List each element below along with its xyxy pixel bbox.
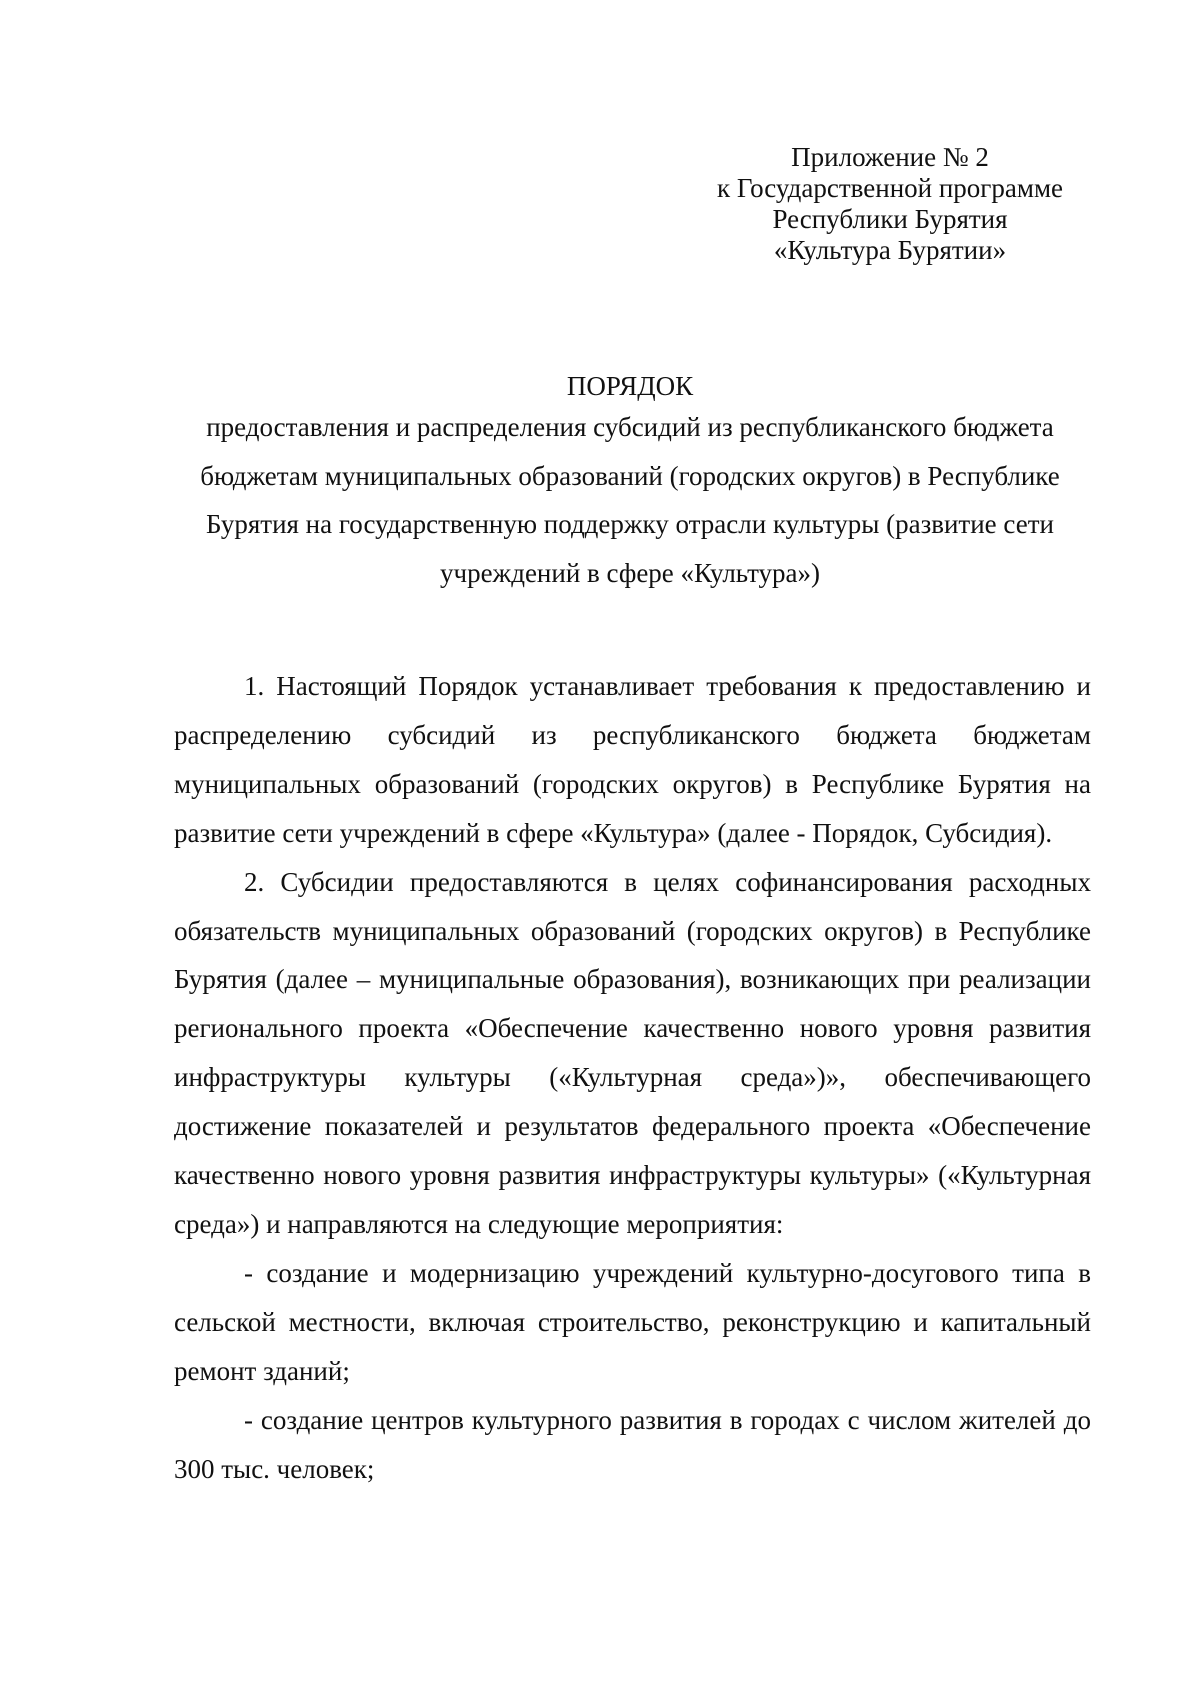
document-title: ПОРЯДОК xyxy=(566,371,694,401)
document-heading xyxy=(170,369,1090,597)
appendix-reference xyxy=(690,142,1090,266)
paragraph-1: 1. Настоящий Порядок устанавливает требования к предоставлению и распределению субсидий из республиканского бюджета бюджетам муниципальных образований (городских округов) в Республике Бурятия на развитие сети учреждений в сфере «Культура» (далее - Порядок, Субсидия). xyxy=(174,671,1091,848)
document-subtitle-line: учреждений в сфере «Культура») xyxy=(439,557,821,588)
appendix-program-name: «Культура Бурятии» xyxy=(773,235,1007,265)
appendix-region: Республики Бурятия xyxy=(772,204,1008,234)
list-item-rural-institutions: - создание и модернизацию учреждений культурно-досугового типа в сельской местности, включая строительство, реконструкцию и капитальный ремонт зданий; xyxy=(174,1257,1091,1386)
appendix-number: Приложение № 2 xyxy=(791,142,989,172)
document-body xyxy=(174,662,1091,1493)
paragraph-2: 2. Субсидии предоставляются в целях софинансирования расходных обязательств муниципальных образований (городских округов) в Республике Бурятия (далее – муниципальные образования), возникающих при реализации регионального проекта «Обеспечение качественно нового уровня развития инфраструктуры культуры («Культурная среда»)», обеспечивающего достижение показателей и результатов федерального проекта «Обеспечение качественно нового уровня развития инфраструктуры культуры» («Культурная среда») и направляются на следующие мероприятия: xyxy=(174,866,1091,1239)
list-item-cultural-centers: - создание центров культурного развития в городах с числом жителей до 300 тыс. человек; xyxy=(174,1404,1091,1484)
appendix-program-ref: к Государственной программе xyxy=(716,173,1064,203)
document-subtitle-line: бюджетам муниципальных образований (городских округов) в Республике xyxy=(200,460,1060,491)
document-subtitle-line: предоставления и распределения субсидий из республиканского бюджета xyxy=(206,412,1054,442)
document-subtitle-line: Бурятия на государственную поддержку отрасли культуры (развитие сети xyxy=(206,509,1054,539)
